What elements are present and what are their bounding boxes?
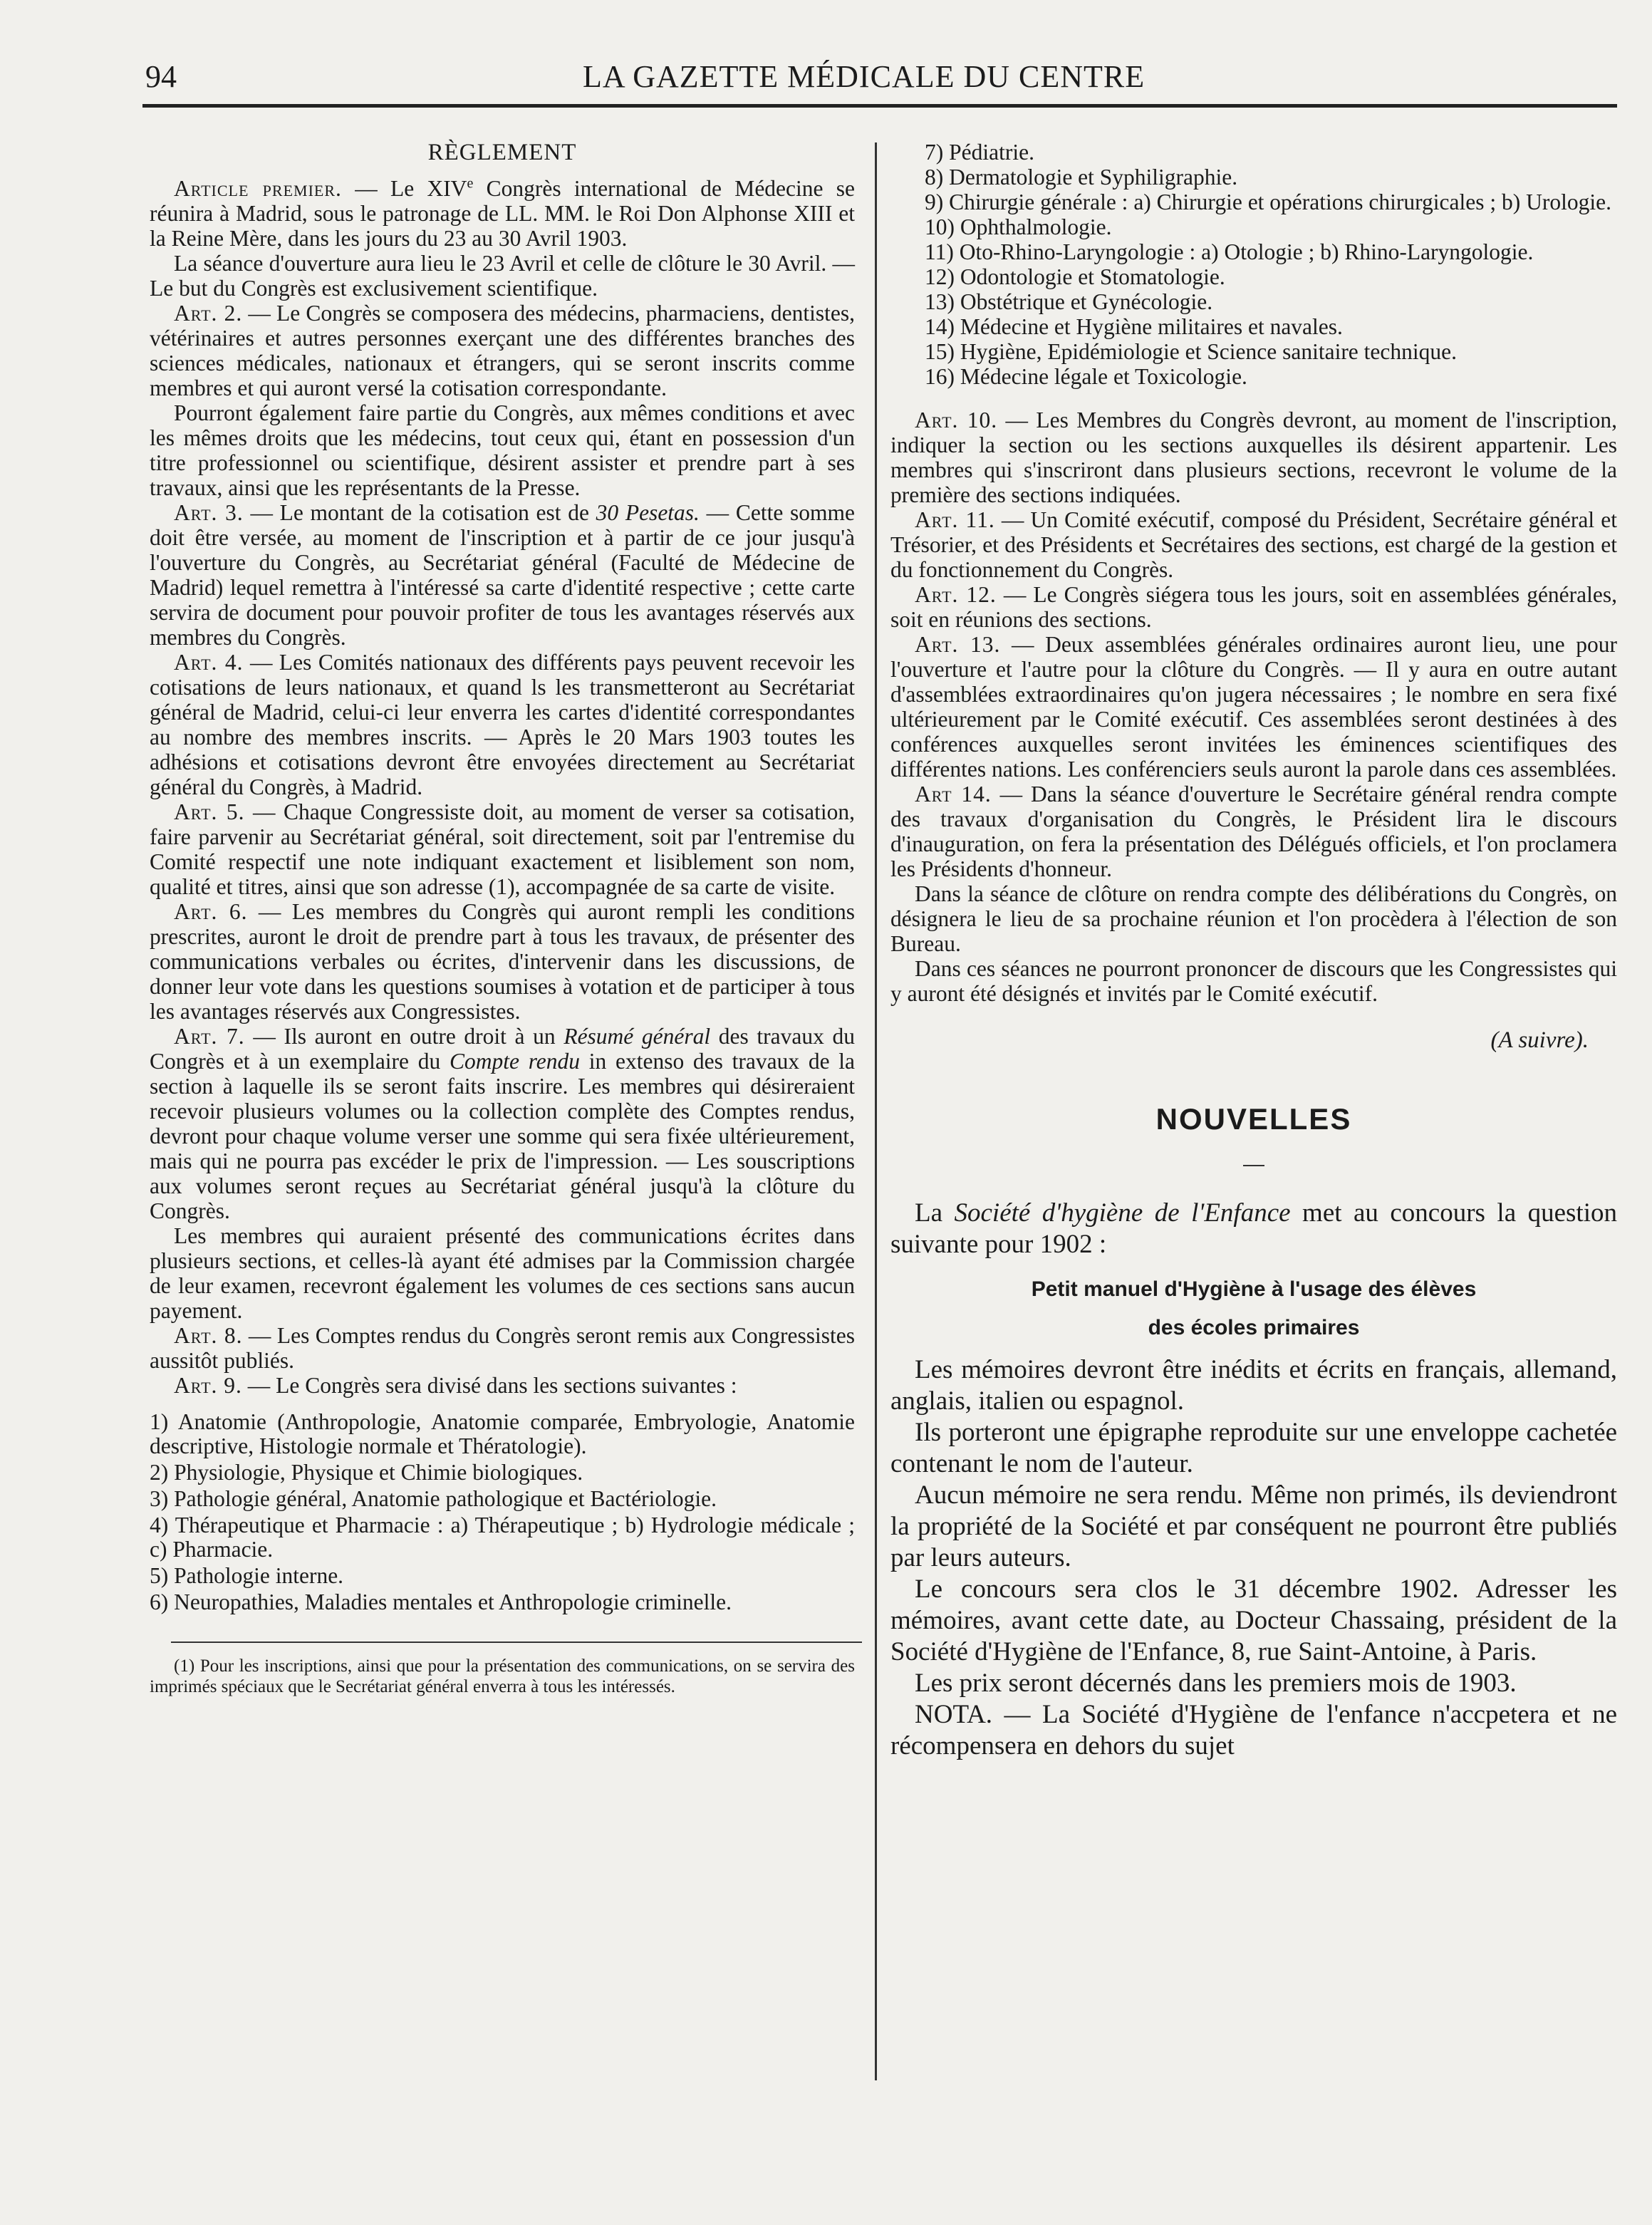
section-item: 4) Thérapeutique et Pharmacie : a) Thérapeutique ; b) Hydrologie médicale ; c) Pharmacie. — [150, 1513, 855, 1562]
article-11: Art. 11. — Un Comité exécutif, composé du Président, Secrétaire général et Trésorier, et des Présidents et Secrétaires des sections, est chargé de la gestion et du fonctionnement du Congrès. — [890, 507, 1617, 582]
right-column — [890, 140, 1617, 1762]
article-label: Article premier. — [174, 176, 342, 201]
article-8: Art. 8. — Les Comptes rendus du Congrès seront remis aux Congressistes aussitôt publiés. — [150, 1323, 855, 1373]
news-paragraph: NOTA. — La Société d'Hygiène de l'enfance n'accpetera et ne récompensera en dehors du sujet — [890, 1700, 1617, 1760]
article-label: Art. 4. — [174, 650, 244, 675]
news-paragraph: Ils porteront une épigraphe reproduite sur une enveloppe cachetée contenant le nom de l'auteur. — [890, 1418, 1617, 1478]
article-1-para: La séance d'ouverture aura lieu le 23 Avril et celle de clôture le 30 Avril. — Le but du Congrès est exclusivement scientifique. — [150, 251, 855, 301]
article-10: Art. 10. — Les Membres du Congrès devront, au moment de l'inscription, indiquer la section ou les sections auxquelles ils désirent appartenir. Les membres qui s'inscriront dans plusieurs sections, recevront le volume de la première des sections indiquées. — [890, 408, 1617, 507]
section-item: 14) Médecine et Hygiène militaires et navales. — [925, 314, 1343, 339]
news-intro: La Société d'hygiène de l'Enfance met au concours la question suivante pour 1902 : — [890, 1198, 1617, 1259]
article-2-para: Pourront également faire partie du Congrès, aux mêmes conditions et avec les mêmes droits que les médecins, tout ceux qui, étant en possession d'un titre professionnel ou scientifique, désirent assister et prendre part à ses travaux, ainsi que les représentants de la Presse. — [150, 400, 855, 500]
article-label: Art. 13. — [915, 632, 1001, 657]
page-number: 94 — [145, 59, 177, 94]
article-1: Article premier. — Le XIVe Congrès international de Médecine se réunira à Madrid, sous le patronage de LL. MM. le Roi Don Alphonse XIII et la Reine Mère, dans les jours du 23 au 30 Avril 1903. — [150, 175, 856, 251]
article-3: Art. 3. — Le montant de la cotisation est de 30 Pesetas. — Cette somme doit être versée, au moment de l'inscription et à partir de ce jour jusqu'à l'ouverture du Congrès, au Secrétariat général (Faculté de Médecine de Madrid) lequel remettra à l'intéressé sa carte d'identité respective ; cette carte servira de document pour pouvoir profiter de tous les avantages réservés aux membres du Congrès. — [150, 500, 855, 650]
news-paragraph: Les prix seront décernés dans les premiers mois de 1903. — [915, 1669, 1517, 1698]
section-item: 11) Oto-Rhino-Laryngologie : a) Otologie ; b) Rhino-Laryngologie. — [925, 239, 1534, 264]
section-item: 8) Dermatologie et Syphiligraphie. — [925, 165, 1238, 190]
section-item: 6) Neuropathies, Maladies mentales et Anthropologie criminelle. — [150, 1589, 732, 1614]
article-label: Art. 10. — [915, 408, 998, 432]
article-label: Art. 12. — [915, 582, 997, 607]
section-item: 2) Physiologie, Physique et Chimie biologiques. — [150, 1460, 583, 1485]
article-label: Art. 2. — [174, 301, 243, 326]
footnote: (1) Pour les inscriptions, ainsi que pour la présentation des communications, on se servira des imprimés spéciaux que le Secrétariat général enverra à tous les intéressés. — [150, 1656, 855, 1696]
article-label: Art. 5. — [174, 799, 245, 824]
footnote-rule — [171, 1641, 862, 1643]
article-7-para: Les membres qui auraient présenté des communications écrites dans plusieurs sections, et celles-là ayant été admises par la Commission chargée de leur examen, recevront également les volumes de ces sections sans aucun payement. — [150, 1223, 855, 1323]
section-item: 13) Obstétrique et Gynécologie. — [925, 289, 1213, 314]
article-label: Art. 3. — [174, 500, 244, 525]
contest-title: Petit manuel d'Hygiène à l'usage des élèves des écoles primaires — [1031, 1277, 1477, 1339]
article-6: Art. 6. — Les membres du Congrès qui auront rempli les conditions prescrites, auront le droit de prendre part à tous les travaux, de présenter des communications verbales ou écrites, d'intervenir dans les discussions, de donner leur vote dans les questions soumises à votation et de participer à tous les avantages réservés aux Congressistes. — [150, 899, 855, 1024]
article-label: Art. 9. — [174, 1373, 242, 1398]
header-rule — [142, 104, 1617, 108]
column-divider — [875, 142, 877, 2080]
article-14-para: Dans la séance de clôture on rendra compte des délibérations du Congrès, on désignera le lieu de sa prochaine réunion et l'on procèdera à l'élection de son Bureau. — [890, 881, 1617, 956]
article-4: Art. 4. — Les Comités nationaux des différents pays peuvent recevoir les cotisations de leurs nationaux, et quand ls les transmetteront au Secrétariat général de Madrid, celui-ci leur enverra les cartes d'identité correspondantes au nombre des membres inscrits. — Après le 20 Mars 1903 toutes les adhésions et cotisations devront être envoyées directement au Secrétariat général du Congrès, à Madrid. — [150, 650, 855, 799]
a-suivre: (A suivre). — [1490, 1027, 1589, 1053]
reglement-title: RÈGLEMENT — [427, 140, 577, 165]
article-14: Art 14. — Dans la séance d'ouverture le Secrétaire général rendra compte des travaux d'organisation du Congrès, le Président lira le discours d'inauguration, on fera la présentation des Délégués officiels, et l'on proclamera les Présidents d'honneur. — [890, 782, 1617, 881]
section-item: 5) Pathologie interne. — [150, 1563, 344, 1588]
journal-title: LA GAZETTE MÉDICALE DU CENTRE — [583, 59, 1146, 94]
section-item: 12) Odontologie et Stomatologie. — [925, 264, 1225, 289]
section-item: 16) Médecine légale et Toxicologie. — [925, 364, 1247, 389]
article-label: Art. 7. — [174, 1024, 245, 1049]
section-item: 9) Chirurgie générale : a) Chirurgie et opérations chirurgicales ; b) Urologie. — [925, 190, 1611, 214]
left-column — [150, 140, 855, 1697]
article-9: Art. 9. — Le Congrès sera divisé dans les sections suivantes : — [174, 1373, 737, 1398]
article-5: Art. 5. — Chaque Congressiste doit, au moment de verser sa cotisation, faire parvenir au Secrétariat général, soit directement, soit par l'entremise du Comité respectif une note indiquant exactement et lisiblement son nom, qualité et titres, ainsi que son adresse (1), accompagnée de sa carte de visite. — [150, 799, 855, 899]
section-item: 1) Anatomie (Anthropologie, Anatomie comparée, Embryologie, Anatomie descriptive, Histologie normale et Thératologie). — [150, 1409, 855, 1458]
section-list-continued — [890, 140, 1617, 389]
article-label: Art. 8. — [174, 1323, 243, 1348]
article-label: Art 14. — [915, 782, 992, 807]
news-paragraph: Les mémoires devront être inédits et écrits en français, allemand, anglais, italien ou espagnol. — [890, 1355, 1617, 1416]
article-14-para: Dans ces séances ne pourront prononcer de discours que les Congressistes qui y auront été désignés et invités par le Comité exécutif. — [890, 956, 1617, 1006]
article-label: Art. 6. — [174, 899, 248, 924]
article-label: Art. 11. — [915, 507, 995, 532]
heading-dash — [1243, 1165, 1264, 1166]
article-7: Art. 7. — Ils auront en outre droit à un Résumé général des travaux du Congrès et à un exemplaire du Compte rendu in extenso des travaux de la section à laquelle ils se seront faits inscrire. Les membres qui désireraient recevoir plusieurs volumes ou la collection complète des Comptes rendus, devront pour chaque volume verser une somme qui sera fixée ultérieurement, mais qui ne pourra pas excéder le prix de l'impression. — Les souscriptions aux volumes seront reçues au Secrétariat général jusqu'à la clôture du Congrès. — [150, 1024, 856, 1223]
section-item: 7) Pédiatrie. — [925, 140, 1034, 165]
section-item: 15) Hygiène, Epidémiologie et Science sanitaire technique. — [925, 339, 1457, 364]
news-body — [890, 1198, 1617, 1762]
article-2: Art. 2. — Le Congrès se composera des médecins, pharmaciens, dentistes, vétérinaires et autres personnes exerçant une des différentes branches des sciences médicales, nationaux et étrangers, qui se seront inscrits comme membres et qui auront versé la cotisation correspondante. — [150, 301, 855, 400]
article-13: Art. 13. — Deux assemblées générales ordinaires auront lieu, une pour l'ouverture et l'autre pour la clôture du Congrès. — Il y aura en outre autant d'assemblées extraordinaires qu'on jugera nécessaires ; le nombre en sera fixé ultérieurement par le Comité exécutif. Ces assemblées seront destinées à des conférences auxquelles seront invitées les éminences scientifiques des différentes nations. Les conférenciers seuls auront la parole dans ces assemblées. — [890, 632, 1617, 782]
news-paragraph: Le concours sera clos le 31 décembre 1902. Adresser les mémoires, avant cette date, au Docteur Chassaing, président de la Société d'Hygiène de l'Enfance, 8, rue Saint-Antoine, à Paris. — [890, 1575, 1617, 1666]
article-12: Art. 12. — Le Congrès siégera tous les jours, soit en assemblées générales, soit en réunions des sections. — [890, 582, 1617, 632]
section-item: 10) Ophthalmologie. — [925, 214, 1112, 239]
nouvelles-heading: NOUVELLES — [1155, 1102, 1352, 1136]
section-item: 3) Pathologie général, Anatomie pathologique et Bactériologie. — [150, 1486, 717, 1511]
news-paragraph: Aucun mémoire ne sera rendu. Même non primés, ils deviendront la propriété de la Société et par conséquent ne pourront être publiés par leurs auteurs. — [890, 1480, 1617, 1572]
